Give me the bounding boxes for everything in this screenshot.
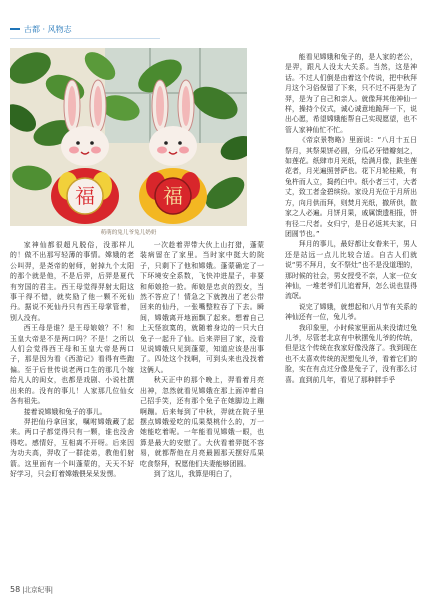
article-paragraph: 说完了嫦娥，就想起和八月节有关系的神仙还有一位，兔儿爷。	[285, 302, 417, 322]
section-header	[10, 22, 72, 36]
article-paragraph: 一次趁着羿带大伙上山打猎，蓬蒙装病留在了家里。当时家中挺大的院子，只剩下了他和嫦娥。蓬蒙确定了一下环境安全系数，飞快冲进屋子，非要和师娘抢一抢。师娘是忠贞的烈女，当然不答应了！情急之下就拽出了老公带回来的仙丹，一张嘴整粒吞了下去。瞬间，嫦娥离开地面飘了起来。想着自己上天怪寂寞的，就随着身边的一只大白兔子一起升了仙。后来羿回了家，没看见说嫦娥只见到蓬蒙，知道应该是出事了。四处这个找啊，可到头来也没找着这俩人。	[140, 241, 264, 374]
rabbit-figurines-photo	[10, 48, 247, 226]
fu-character-left: 福	[75, 184, 95, 208]
article-paragraph: 西王母是谁？是王母娘娘？不！和玉皇大帝是不是两口吗？不是！之所以人们会觉得西王母和玉皇大帝是两口子，那是因为看《西游记》看得有些跑偏。至于后世传说老两口生的那几个嫁给凡人的闺女，也都是戏剧、小说杜撰出来的。没有的事儿！人家那几位仙女各有祖先。	[10, 324, 134, 406]
page-number: 58	[10, 584, 21, 594]
article-paragraph: 到了这儿，我算是明白了，	[153, 469, 237, 478]
article-column-left	[10, 240, 134, 479]
article-paragraph: 秋天正中的那个晚上，羿看着月亮出神，忽然就看见嫦娥在那上面冲着自己招手笑，还有那个兔子在她脚边上蹦啊蹦。后来每到了中秋，羿就在院子里摆点嫦娥爱吃的瓜果梨桃什么的，万一她能吃着呢。一年能看见嫦娥一眼，也算是最大的安慰了。大伙看着羿挺不容易，就都帮他在月亮最圆那天摆好瓜果吃食祭拜，祝愿他们夫妻能够团圆。	[140, 376, 264, 468]
article-paragraph: 我印象里，小时候家里面从来没请过兔儿爷，尽管老北京有中秋摆兔儿爷的传统，但是这个传统在我家好像没落了。我到现在也不太喜欢传统的泥塑兔儿爷，看着它们的脸，实在有点过分像是兔子了，没有那么讨喜。直到前几年，看见了那种胖手乎	[285, 323, 417, 384]
publication-name: |北京纪事|	[22, 586, 54, 594]
fu-character-right: 福	[163, 184, 183, 208]
section-title: 古都 · 风物志	[24, 24, 72, 34]
article-column-right	[285, 52, 417, 385]
article-paragraph: 羿把仙丹拿回家，嘱咐嫦娥藏了起来。两口子都觉得只有一颗，谁也没舍得吃。感情好，互相离不开呀。后来因为功夫高，羿收了一群徒弟，教他们射箭。这里面有一个叫蓬蒙的，天天不好好学习，只会盯着嫦娥偎呆呆发愣。	[10, 417, 134, 478]
article-paragraph: 拜月的事儿，最好都让女眷来干，男人还是站远一点儿比较合适。自古人们就说“男不拜月，女不祭灶”也不是没道理的，那时候的社会，男女授受不亲，人家一位女神仙，一堆老爷们儿追着拜，怎么说也显得流氓。	[285, 240, 417, 301]
photo-caption: 萌萌的兔儿爷兔儿奶奶	[100, 230, 157, 236]
article-paragraph: 接着说嫦娥和兔子的事儿。	[23, 407, 107, 416]
article-column-middle	[140, 240, 264, 479]
article-paragraph: 《帝京景物略》里面说：“八月十五日祭月，其祭果饼必圆，分瓜必牙错瓣刻之，如莲花。纸肆市月光纸，绘满月像，趺坐莲花者，月光遍照菩萨也。花下月轮桂殿，有兔杵而人立，捣药臼中。纸小者三寸，大者丈，致工者金碧缤纷。家设月光位于月所出方，向月供而拜，则焚月光纸，撤所供，散家之人必遍。月饼月果，戚属馈遗相报，饼有径二尺者。女归宁，是日必返其夫家，曰团圆节也。”	[285, 136, 417, 238]
page-footer	[10, 583, 53, 595]
header-rule	[10, 38, 160, 39]
rabbit-figurines-illustration	[10, 48, 247, 226]
article-paragraph: 家神仙都很超凡脱俗，没那样儿的！做不出那写轻薄的事情。嫦娥的老公叫羿，是尧帝的射师，射掉九个太阳的那个就是他，不是后羿，后羿是夏代有穷国的君主。西王母觉得羿射太阳这事干得不错，就奖励了他一颗不死仙丹。据说不死仙丹只有西王母掌管着，别人没有。	[10, 241, 134, 322]
article-paragraph: 能看见嫦娥和兔子的，是人家的老公，是羿，跟凡人没太大关系。当然，这是神话。不过人们倒是由着这个传说，把中秋拜月这个习俗保留了下来，只不过不再是为了羿，是为了自己和亲人。就像拜其他神仙一样，操持个仪式，诚心诚意地跪拜一下，说出心愿，希望嫦娥能帮自己实现愿望，也不管人家神仙忙不忙。	[285, 53, 417, 134]
header-dash	[10, 28, 20, 30]
